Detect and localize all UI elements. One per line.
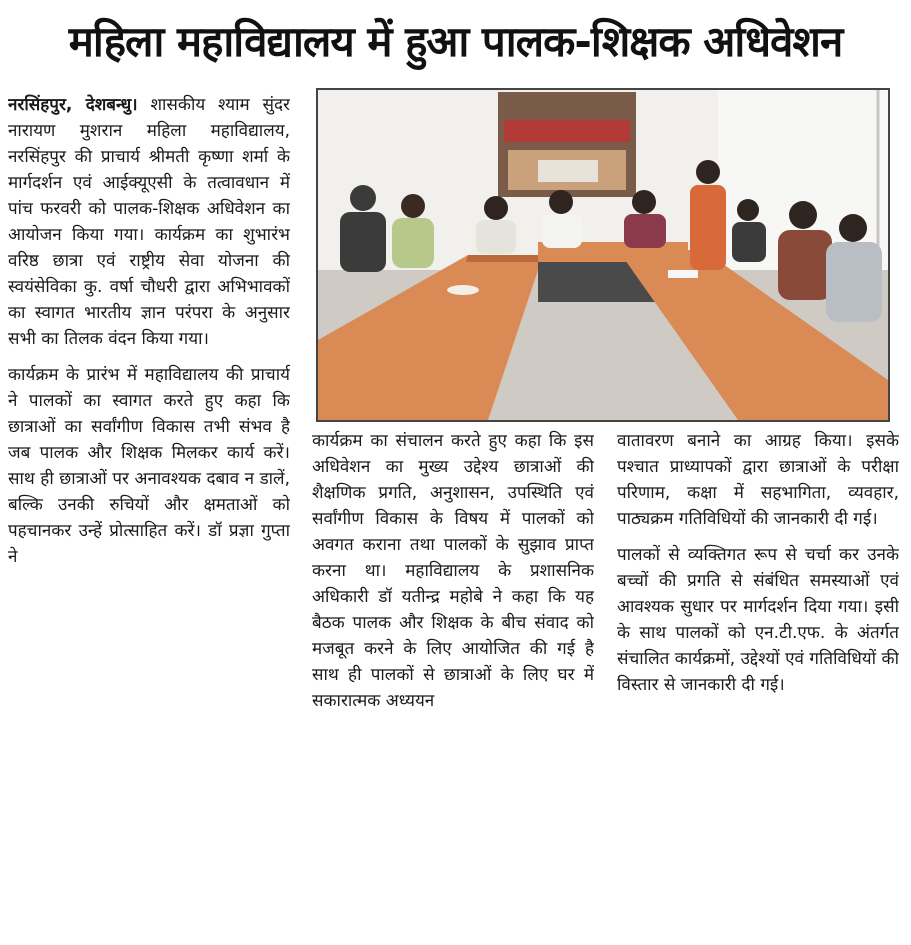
article-column-2	[312, 428, 594, 940]
dateline: नरसिंहपुर, देशबन्धु।	[8, 95, 138, 115]
paragraph: वातावरण बनाने का आग्रह किया। इसके पश्चात प्राध्यापकों द्वारा छात्राओं के परीक्षा परिणाम, कक्षा में सहभागिता, व्यवहार, पाठ्यक्रम गतिविधियों की जानकारी दी गई।	[617, 431, 899, 529]
paragraph: पालकों से व्यक्तिगत रूप से चर्चा कर उनके बच्चों की प्रगति से संबंधित समस्याओं एवं आवश्यक सुधार पर मार्गदर्शन दिया गया। इसी के साथ पालकों को एन.टी.एफ. के अंतर्गत संचालित कार्यक्रमों, उद्देश्यों एवं गतिविधियों की विस्तार से जानकारी दी गई।	[617, 545, 899, 695]
paragraph-text: शासकीय श्याम सुंदर नारायण मुशरान महिला महाविद्यालय, नरसिंहपुर की प्राचार्य श्रीमती कृष्णा शर्मा के मार्गदर्शन एवं आईक्यूएसी के तत्वावधान में पांच फरवरी को पालक-शिक्षक अधिवेशन का आयोजन किया गया। कार्यक्रम का शुभारंभ वरिष्ठ छात्रा एवं राष्ट्रीय सेवा योजना की स्वयंसेविका कु. वर्षा चौधरी द्वारा अभिभावकों का स्वागत भारतीय ज्ञान परंपरा के अनुसार सभी का तिलक वंदन किया गया।	[8, 95, 290, 349]
article-column-3	[617, 428, 899, 940]
paragraph: कार्यक्रम का संचालन करते हुए कहा कि इस अधिवेशन का मुख्य उद्देश्य छात्राओं की शैक्षणिक प्रगति, अनुशासन, उपस्थिति एवं सर्वांगीण विकास के विषय में पालकों को अवगत कराना तथा पालकों के सुझाव प्राप्त करना था। महाविद्यालय के प्रशासनिक अधिकारी डॉ यतीन्द्र महोबे ने कहा कि यह बैठक पालक और शिक्षक के बीच संवाद को मजबूत करने के लिए आयोजित की गई है साथ ही पालकों से छात्राओं के लिए घर में सकारात्मक अध्ययन	[312, 431, 594, 711]
paragraph: कार्यक्रम के प्रारंभ में महाविद्यालय की प्राचार्य ने पालकों का स्वागत करते हुए कहा कि छात्राओं का सर्वांगीण विकास तभी संभव है जब पालक और शिक्षक मिलकर कार्य करें। साथ ही छात्राओं पर अनावश्यक दबाव न डालें, बल्कि उनकी रुचियों और क्षमताओं को पहचानकर उन्हें प्रोत्साहित करें। डॉ प्रज्ञा गुप्ता ने	[8, 365, 290, 567]
article-column-1	[8, 92, 290, 940]
meeting-photo	[316, 88, 890, 422]
paragraph	[8, 92, 290, 352]
meeting-photo-illustration	[318, 90, 888, 420]
headline: महिला महाविद्यालय में हुआ पालक-शिक्षक अधिवेशन	[68, 16, 843, 66]
